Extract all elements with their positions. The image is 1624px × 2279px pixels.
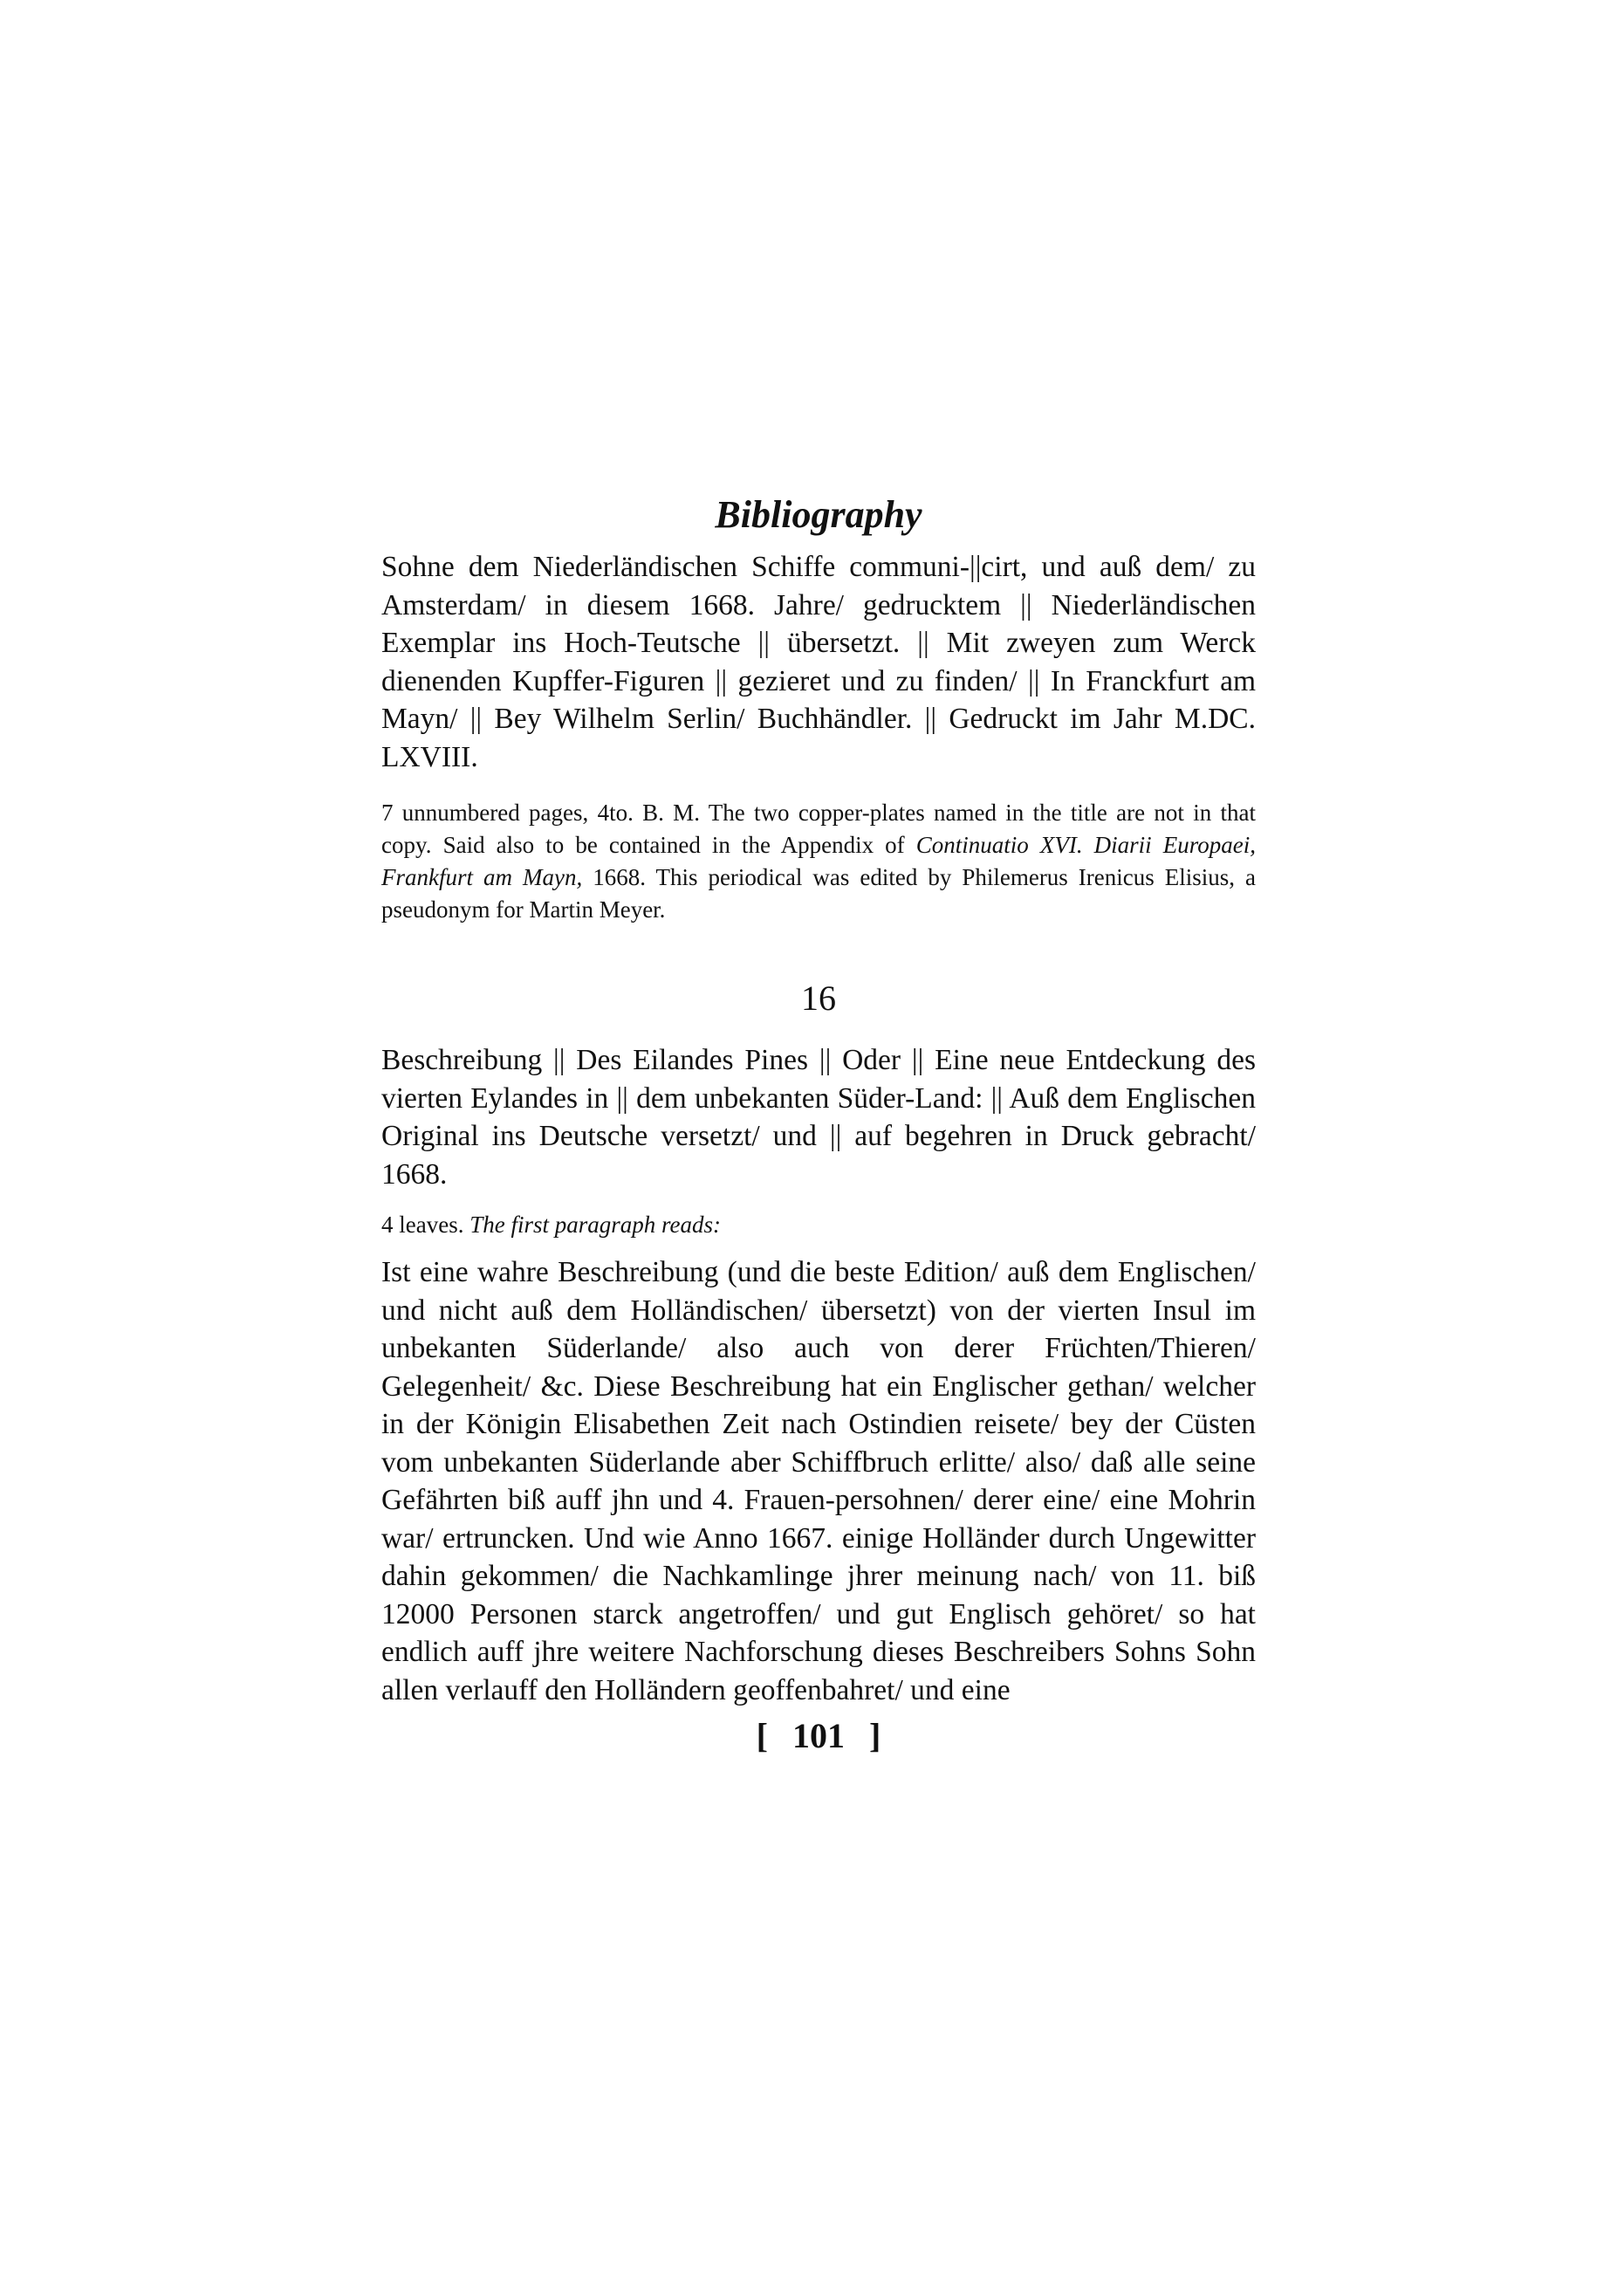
page-number <box>381 1714 1256 1758</box>
entry-16-leaves-note <box>381 1209 1256 1241</box>
entry-16-title: Beschreibung || Des Eilandes Pines || Oder || Eine neue Entdeckung des vierten Eylandes in || dem unbekanten Süder-Land: || Auß dem Englischen Original ins Deutsche versetzt/ und || auf begehren in Druck gebracht/ 1668. <box>381 1044 1256 1191</box>
entry-15-note-start: 7 unnumbered pages, 4to. B. M. The two copper-plates named in the title are not in that copy. Said also to be contained in the Appendix of <box>381 800 1256 858</box>
entry-number-16: 16 <box>801 978 836 1018</box>
entry-16-first-paragraph-label: The first paragraph reads: <box>469 1212 721 1238</box>
book-page <box>381 489 1256 1758</box>
folio-close-bracket: ] <box>869 1716 881 1755</box>
entry-15-title-continuation: Sohne dem Niederländischen Schiffe communi-||cirt, und auß dem/ zu Amsterdam/ in diesem 1668. Jahre/ gedrucktem || Niederländischen Exemplar ins Hoch-Teutsche || übersetzt. || Mit zweyen zum Werck dienenden Kupffer-Figuren || gezieret und zu finden/ || In Franckfurt am Mayn/ || Bey Wilhelm Serlin/ Buchhändler. || Gedruckt im Jahr M.DC. LXVIII. <box>381 551 1256 773</box>
folio-number: 101 <box>792 1716 845 1755</box>
entry-16-leaves: 4 leaves. <box>381 1212 464 1238</box>
folio-open-bracket: [ <box>756 1716 768 1755</box>
running-head: Bibliography <box>715 493 922 536</box>
entry-15-note <box>381 797 1256 926</box>
entry-15-note-periodical: Continuatio XVI. Diarii Europaei, Frankfurt am Mayn, <box>381 832 1256 890</box>
entry-15-note-end: 1668. This periodical was edited by Philemerus Irenicus Elisius, a pseudonym for Martin Meyer. <box>381 864 1256 923</box>
entry-16-quoted-paragraph: Ist eine wahre Beschreibung (und die beste Edition/ auß dem Englischen/ und nicht auß dem Holländischen/ übersetzt) von der vierten Insul im unbekanten Süderlande/ also auch von derer Früchten/Thieren/ Gelegenheit/ &c. Diese Beschreibung hat ein Englischer gethan/ welcher in der Königin Elisabethen Zeit nach Ostindien reisete/ bey der Cüsten vom unbekanten Süderlande aber Schiffbruch erlitte/ also/ daß alle seine Gefährten biß auff jhn und 4. Frauen-persohnen/ derer eine/ eine Mohrin war/ ertruncken. Und wie Anno 1667. einige Holländer durch Ungewitter dahin gekommen/ die Nachkamlinge jhrer meinung nach/ von 11. biß 12000 Personen starck angetroffen/ und gut Englisch gehöret/ so hat endlich auff jhre weitere Nachforschung dieses Beschreibers Sohns Sohn allen verlauff den Holländern geoffenbahret/ und eine <box>381 1256 1256 1706</box>
